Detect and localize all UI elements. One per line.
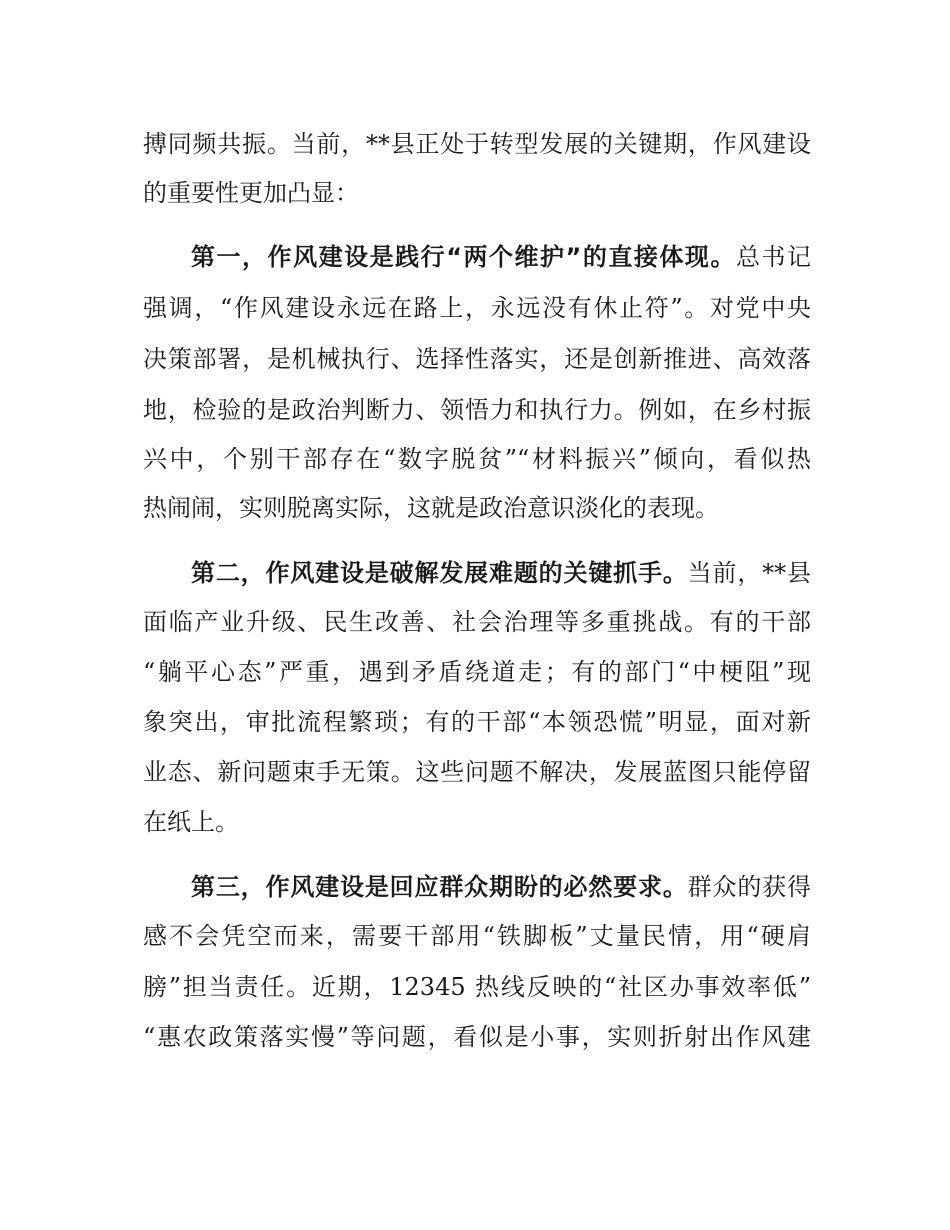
paragraph-line: 膀”担当责任。近期，12345 热线反映的“社区办事效率低” xyxy=(143,973,811,1001)
paragraph-line: 面临产业升级、民生改善、社会治理等多重挑战。有的干部 xyxy=(143,608,811,636)
paragraph-line: “惠农政策落实慢”等问题，看似是小事，实则折射出作风建 xyxy=(143,1023,811,1051)
paragraph-line: 决策部署，是机械执行、选择性落实，还是创新推进、高效落 xyxy=(143,345,811,373)
paragraph-first-line xyxy=(191,871,811,903)
paragraph-line: 兴中，个别干部存在“数字脱贫”“材料振兴”倾向，看似热 xyxy=(143,445,811,473)
paragraph-line: 地，检验的是政治判断力、领悟力和执行力。例如，在乡村振 xyxy=(143,396,811,424)
paragraph-text: 群众的获得 xyxy=(687,873,811,901)
paragraph-line: 感不会凭空而来，需要干部用“铁脚板”丈量民情，用“硬肩 xyxy=(143,922,811,950)
paragraph-first-line xyxy=(191,241,811,273)
paragraph-line: 强调，“作风建设永远在路上，永远没有休止符”。对党中央 xyxy=(143,294,811,322)
paragraph-lead: 第二，作风建设是破解发展难题的关键抓手。 xyxy=(191,559,688,587)
paragraph-line: 热闹闹，实则脱离实际，这就是政治意识淡化的表现。 xyxy=(143,494,719,522)
paragraph-first-line xyxy=(191,557,811,589)
paragraph-lead: 第三，作风建设是回应群众期盼的必然要求。 xyxy=(191,873,688,901)
paragraph-line: 搏同频共振。当前，**县正处于转型发展的关键期，作风建设 xyxy=(143,130,811,158)
paragraph-line: 象突出，审批流程繁琐；有的干部“本领恐慌”明显，面对新 xyxy=(143,708,811,736)
paragraph-line: “躺平心态”严重，遇到矛盾绕道走；有的部门“中梗阻”现 xyxy=(143,658,811,686)
paragraph-line: 的重要性更加凸显： xyxy=(143,179,359,207)
paragraph-text: 总书记 xyxy=(735,243,811,271)
paragraph-line: 在纸上。 xyxy=(143,808,239,836)
paragraph-line: 业态、新问题束手无策。这些问题不解决，发展蓝图只能停留 xyxy=(143,758,811,786)
paragraph-text: 当前，**县 xyxy=(687,559,811,587)
paragraph-lead: 第一，作风建设是践行“两个维护”的直接体现。 xyxy=(191,243,736,271)
